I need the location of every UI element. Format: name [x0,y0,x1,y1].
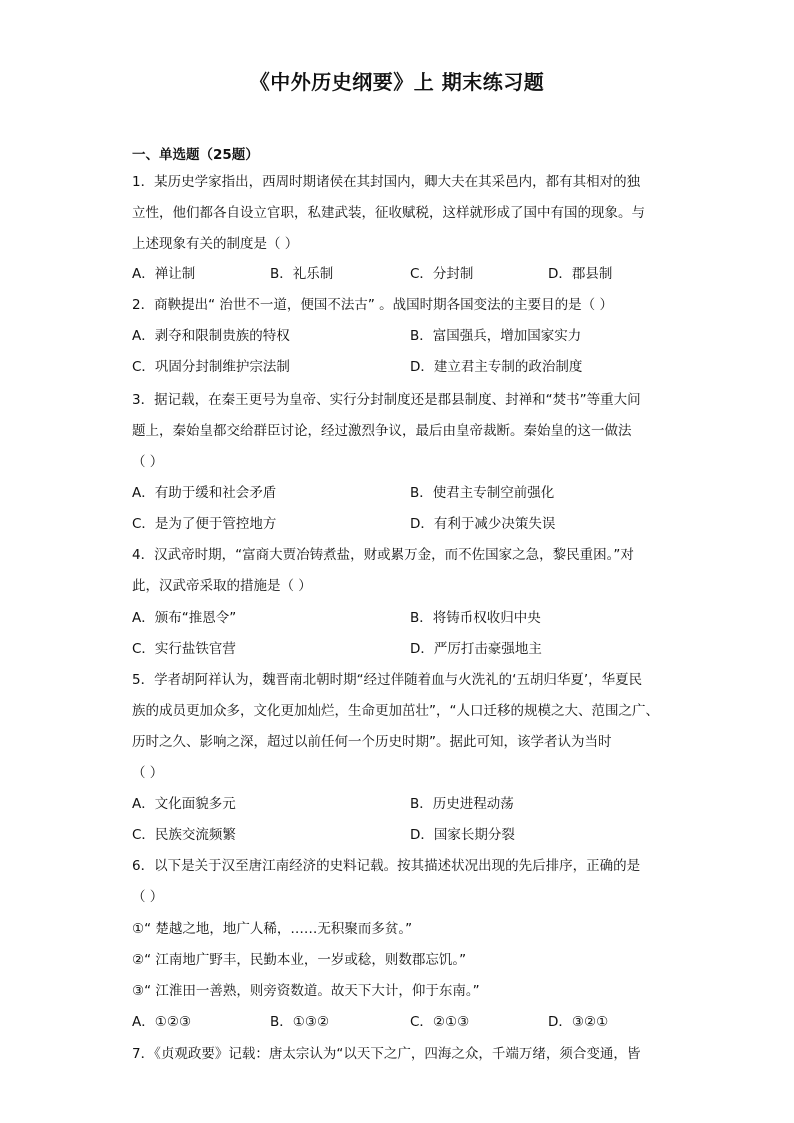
q5-line-4: （ ） [132,765,164,781]
q2-option-b: B．富国强兵，增加国家实力 [410,328,582,344]
q2-option-d: D．建立君主专制的政治制度 [410,359,583,375]
q5-line-2: 族的成员更加众多，文化更加灿烂，生命更加茁壮”，“人口迁移的规模之大、范围之广、 [132,703,659,719]
q3-line-2: 题上，秦始皇都交给群臣讨论，经过激烈争议，最后由皇帝裁断。秦始皇的这一做法 [132,423,632,439]
q4-line-1: 4．汉武帝时期，“富商大贾冶铸煮盐，财或累万金，而不佐国家之急，黎民重困。”对 [132,547,634,563]
q7-line-1: 7．《贞观政要》记载：唐太宗认为“以天下之广，四海之众，千端万绪，须合变通，皆 [132,1046,641,1062]
q5-option-a: A．文化面貌多元 [132,796,236,812]
q4-option-d: D．严厉打击豪强地主 [410,641,542,657]
q1-line-2: 立性，他们都各自设立官职，私建武装，征收赋税，这样就形成了国中有国的现象。与 [132,205,645,221]
q5-line-1: 5．学者胡阿祥认为，魏晋南北朝时期“经过伴随着血与火洗礼的‘五胡归华夏’，华夏民 [132,672,643,688]
q3-option-d: D．有利于减少决策失误 [410,516,556,532]
q5-option-d: D．国家长期分裂 [410,827,515,843]
q6-option-b: B．①③② [270,1014,330,1030]
q6-source-2: ②“ 江南地广野丰，民勤本业，一岁或稔，则数郡忘饥。” [132,952,467,968]
q3-option-c: C．是为了便于管控地方 [132,516,277,532]
q2-option-a: A．剥夺和限制贵族的特权 [132,328,290,344]
section-heading: 一、单选题（25题） [132,147,259,163]
q4-option-c: C．实行盐铁官营 [132,641,236,657]
q5-option-c: C．民族交流频繁 [132,827,236,843]
q6-line-2: （ ） [132,889,164,905]
q4-option-a: A．颁布“推恩令” [132,610,237,626]
q1-option-c: C．分封制 [410,266,474,282]
q1-option-b: B．礼乐制 [270,266,334,282]
q2-line-1: 2．商鞅提出“ 治世不一道，便国不法古” 。战国时期各国变法的主要目的是（ ） [132,297,613,313]
q1-line-3: 上述现象有关的制度是（ ） [132,236,299,252]
q2-option-c: C．巩固分封制维护宗法制 [132,359,290,375]
page-title: 《中外历史纲要》上 期末练习题 [249,70,545,94]
q5-option-b: B．历史进程动荡 [410,796,514,812]
q6-source-1: ①“ 楚越之地，地广人稀，……无积聚而多贫。” [132,921,413,937]
q5-line-3: 历时之久、影响之深，超过以前任何一个历史时期”。据此可知，该学者认为当时 [132,734,612,750]
q6-option-c: C．②①③ [410,1014,470,1030]
q3-option-a: A．有助于缓和社会矛盾 [132,485,277,501]
q4-option-b: B．将铸币权收归中央 [410,610,541,626]
q6-line-1: 6．以下是关于汉至唐江南经济的史料记载。按其描述状况出现的先后排序，正确的是 [132,858,641,874]
q1-option-a: A．禅让制 [132,266,196,282]
q6-option-d: D．③②① [548,1014,609,1030]
q1-option-d: D．郡县制 [548,266,613,282]
q3-line-1: 3．据记载，在秦王更号为皇帝、实行分封制度还是郡县制度、封禅和“焚书”等重大问 [132,392,641,408]
q6-option-a: A．①②③ [132,1014,192,1030]
q4-line-2: 此，汉武帝采取的措施是（ ） [132,578,312,594]
q6-source-3: ③“ 江淮田一善熟，则旁资数道。故天下大计，仰于东南。” [132,983,480,999]
q3-option-b: B．使君主专制空前强化 [410,485,555,501]
q1-line-1: 1．某历史学家指出，西周时期诸侯在其封国内，卿大夫在其采邑内，都有其相对的独 [132,174,641,190]
q3-line-3: （ ） [132,454,164,470]
